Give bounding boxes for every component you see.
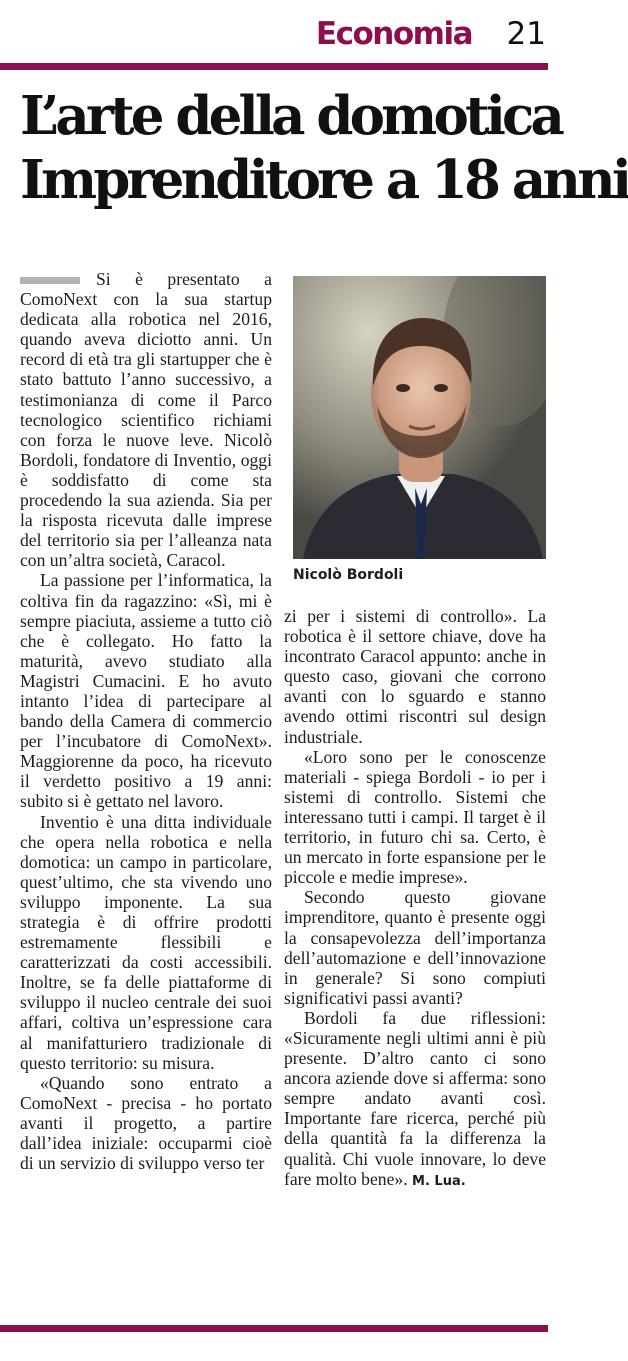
- paragraph-4-start: «Quando sono entrato a ComoNext - precisa - ho portato avanti il progetto, a partire dall’idea iniziale: occuparmi cioè di un servizio di sviluppo verso ter: [20, 1072, 272, 1174]
- paragraph-3: Inventio è una ditta individuale che opera nella robotica e nella domotica: un campo in particolare, quest’ultimo, che sta vivendo uno sviluppo imponente. La sua strategia è di offrire prodotti estremamente flessibili e caratterizzati da costi accessibili. Inoltre, se fa delle piattaforme di sviluppo il nucleo centrale dei suoi affari, coltiva un’espressione cara al manifatturiero tradizionale di questo territorio: su misura.: [20, 811, 272, 1073]
- paragraph-1: Si è presentato a ComoNext con la sua startup dedicata alla robotica nel 2016, quando aveva diciotto anni. Un record di età tra gli startupper che è stato battuto l’anno successivo, a testimonianza di come il Parco tecnologico scientifico richiami con forza le nuove leve. Nicolò Bordoli, fondatore di Inventio, oggi è soddisfatto di come sta procedendo la sua azienda. Sia per la risposta ricevuta dalle imprese del territorio sia per l’alleanza nata con un’altra società, Caracol.: [20, 269, 272, 571]
- header-divider: [0, 63, 548, 70]
- lead-marker: [20, 277, 80, 284]
- footer-divider: [0, 1325, 548, 1332]
- paragraph-6: Secondo questo giovane imprenditore, quanto è presente oggi la consapevolezza dell’importanza dell’automazione e dell’innovazione in generale? Si sono compiuti significativi passi avanti?: [284, 887, 546, 1008]
- paragraph-4-end: zi per i sistemi di controllo». La robotica è il settore chiave, dove ha incontrato Caracol appunto: anche in questo caso, giovani che corrono avanti con lo sguardo e stanno avendo ottimi riscontri sul design industriale.: [284, 606, 546, 747]
- author-signature: M. Lua.: [412, 1173, 466, 1189]
- paragraph-2: La passione per l’informatica, la coltiva fin da ragazzino: «Sì, mi è sempre piaciuta, assieme a tutto ciò che è collegato. Ho fatto la maturità, avevo studiato alla Magistri Cumacini. E ho avuto intanto l’idea di partecipare al bando della Camera di commercio per l’incubatore di ComoNext». Maggiorenne da poco, ha ricevuto il verdetto positivo a 19 anni: subito si è gettato nel lavoro.: [20, 570, 272, 812]
- headline-line-1: L’arte della domotica: [20, 85, 562, 147]
- paragraph-5: «Loro sono per le conoscenze materiali - spiega Bordoli - io per i sistemi di controllo. Sistemi che interessano tutti i campi. Il target è il territorio, in futuro chi sa. Certo, è un mercato in forte espansione per le piccole e medie imprese».: [284, 746, 546, 888]
- article-column-1: [20, 269, 272, 1173]
- headline-line-2: Imprenditore a 18 anni: [20, 149, 628, 211]
- page-header: [0, 0, 548, 62]
- portrait-illustration: [293, 276, 546, 559]
- photo-caption: Nicolò Bordoli: [293, 567, 404, 583]
- article-column-2: [284, 606, 546, 1192]
- page-number: 21: [506, 16, 546, 52]
- portrait-photo: [293, 276, 546, 559]
- section-title: Economia: [315, 16, 472, 52]
- paragraph-7: Bordoli fa due riflessioni: «Sicuramente negli ultimi anni è più presente. D’altro canto ci sono ancora aziende dove si afferma: sono sempre andato avanti così. Importante fare ricerca, perché più della quantità fa la differenza la qualità. Chi vuole innovare, lo deve fare molto bene». M. Lua.: [284, 1007, 546, 1189]
- headline: [20, 84, 628, 212]
